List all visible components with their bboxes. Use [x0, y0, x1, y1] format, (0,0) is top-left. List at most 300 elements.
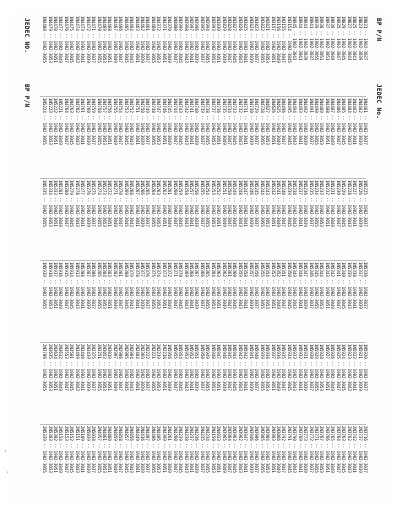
list-item: 2N4236 -- 1902-3039 [194, 426, 200, 473]
list-item: 2N3742 -- 1902-3041 [352, 426, 358, 473]
list-item: 1N4747 -- 1902-3053 [156, 98, 162, 145]
list-item: 2N4405 -- 1902-3053 [156, 426, 162, 473]
list-item: 1N5347 -- 1902-3039 [303, 262, 309, 309]
list-item: 1N5250 -- 1902-3047 [227, 180, 233, 227]
list-item: 1N5384 -- 1902-3053 [102, 262, 107, 309]
list-item: 1N3829 -- 1902-3049 [221, 16, 227, 63]
list-item: 1N4763 -- 1902-3045 [69, 98, 75, 145]
list-item: 2N3964 -- 1902-3047 [227, 426, 233, 473]
list-item: 1N3999 -- 1902-3045 [178, 16, 184, 63]
list-item: 1N4748 -- 1902-3055 [150, 98, 156, 145]
list-item: 1N3826 -- 1902-3043 [237, 16, 243, 63]
list-item: 1N5258 -- 1902-3043 [183, 180, 189, 227]
list-item: 1N5263 -- 1902-3053 [156, 180, 162, 227]
list-item: 1N5952 -- 1902-3041 [189, 344, 194, 391]
list-item: 1N3998 -- 1902-3043 [183, 16, 189, 63]
list-item: 1N5937 -- 1902-3051 [270, 344, 276, 391]
column-divider [40, 342, 366, 343]
list-item: 2N3946 -- 1902-3039 [248, 426, 254, 473]
list-item: 1N5936 -- 1902-3049 [276, 344, 281, 391]
list-item: 1N5953 -- 1902-3043 [183, 344, 189, 391]
list-item: 1N5950 -- 1902-3037 [199, 344, 205, 391]
list-item: 1N4736 -- 1902-3051 [216, 98, 222, 145]
list-item: 2N4234 -- 1902-3055 [205, 426, 211, 473]
list-item: 1N4740 -- 1902-3039 [194, 98, 200, 145]
list-item: 1N5943 -- 1902-3043 [237, 344, 243, 391]
list-item: 2N3501 -- 1902-3045 [69, 344, 75, 391]
list-item: 1N5358 -- 1902-3041 [243, 262, 249, 309]
list-item: 1N5931 -- 1902-3039 [303, 344, 309, 391]
list-item: 1N5353 -- 1902-3051 [270, 262, 276, 309]
list-item: 2N4857 -- 1902-3045 [123, 426, 129, 473]
list-item: 2N5153 -- 1902-3047 [63, 426, 69, 473]
list-item: 1N3994 -- 1902-3055 [205, 16, 211, 63]
list-item: 2N5339 -- 1902-3055 [42, 426, 48, 473]
list-item: 2N3251 -- 1902-3055 [96, 344, 102, 391]
list-item: 1N5227 -- 1902-3041 [352, 180, 358, 227]
list-item: 1N5232 -- 1902-3051 [324, 180, 330, 227]
list-item: 2N3767 -- 1902-3053 [319, 426, 325, 473]
list-item: 1N4463 -- 1902-3041 [134, 16, 140, 63]
list-item: 1N4756 -- 1902-3051 [107, 98, 113, 145]
list-item: 1N5253 -- 1902-3053 [210, 180, 216, 227]
list-item: 1N5237 -- 1902-3041 [297, 180, 303, 227]
list-item: 1N5271 -- 1902-3049 [112, 180, 118, 227]
list-item: 1N5370 -- 1902-3045 [178, 262, 184, 309]
list-item: 1N5343 -- 1902-3051 [324, 262, 330, 309]
list-item: 1N5376 -- 1902-3037 [145, 262, 151, 309]
list-item: 2N3773 -- 1902-3039 [303, 426, 309, 473]
list-item: 1N5228 -- 1902-3043 [346, 180, 352, 227]
list-item: 1N4468 -- 1902-3051 [107, 16, 113, 63]
list-item: 1N5378 -- 1902-3041 [134, 262, 140, 309]
list-item: 1N5918 -- 1902-3053 [47, 262, 53, 309]
list-item: 1N936 -- 1902-3049 [330, 16, 336, 61]
list-item: 2N2904 -- 1902-3043 [129, 344, 135, 391]
list-item: 1N4371 -- 1902-3051 [161, 16, 167, 63]
list-item: 1N4759 -- 1902-3037 [91, 98, 97, 145]
list-item: 1N4732 -- 1902-3043 [237, 98, 243, 145]
list-item: 1N4728 -- 1902-3055 [259, 98, 265, 145]
list-item: 2N3772 -- 1902-3037 [308, 426, 314, 473]
list-item: 1N5268 -- 1902-3043 [129, 180, 135, 227]
list-item: 1N4466 -- 1902-3047 [118, 16, 124, 63]
list-item: 1N5334 -- 1902-3053 [47, 180, 53, 227]
list-item: 2N5038 -- 1902-3037 [91, 426, 97, 473]
list-item: 1N4490 -- 1902-3055 [314, 98, 320, 145]
list-item: 2N3962 -- 1902-3043 [237, 426, 243, 473]
list-item: 2N4416 -- 1902-3039 [140, 426, 146, 473]
list-item: 1N5955 -- 1902-3047 [172, 344, 178, 391]
list-item: 1N4483 -- 1902-3041 [352, 98, 358, 145]
list-item: 1N5281 -- 1902-3049 [58, 180, 64, 227]
list-item: 1N5354 -- 1902-3053 [265, 262, 271, 309]
part-column-4 [38, 262, 368, 324]
list-item: 2N5039 -- 1902-3039 [85, 426, 91, 473]
list-item: 1N4729 -- 1902-3037 [254, 98, 260, 145]
list-item: 2N3963 -- 1902-3045 [232, 426, 238, 473]
list-item: 1N5261 -- 1902-3049 [167, 180, 173, 227]
list-item: 2N4261 -- 1902-3049 [167, 426, 173, 473]
list-item: 2N3866 -- 1902-3049 [276, 426, 281, 473]
list-item: 1N4752 -- 1902-3043 [129, 98, 135, 145]
column-divider [40, 260, 366, 261]
list-item: 1N5255 -- 1902-3037 [199, 180, 205, 227]
list-item: 1N821 -- 1902-3037 [363, 16, 368, 61]
list-item: 1N4465 -- 1902-3045 [123, 16, 129, 63]
list-item: 1N5913 -- 1902-3043 [74, 262, 80, 309]
list-item: 1N3828 -- 1902-3047 [227, 16, 233, 63]
list-item: 1N3993 -- 1902-3053 [210, 16, 216, 63]
list-item: 1N5239 -- 1902-3045 [286, 180, 292, 227]
list-item: 1N5267 -- 1902-3041 [134, 180, 140, 227]
list-item: 1N5357 -- 1902-3039 [248, 262, 254, 309]
list-item: 1N5336 -- 1902-3037 [363, 262, 368, 309]
list-item: 1N5363 -- 1902-3051 [216, 262, 222, 309]
list-item: 2N4033 -- 1902-3051 [216, 426, 222, 473]
list-item: 2N3716 -- 1902-3037 [363, 426, 368, 473]
list-item: 1N5221 -- 1902-3049 [58, 98, 64, 145]
list-item: 1N5387 -- 1902-3039 [85, 262, 91, 309]
list-item: 1N5275 -- 1902-3037 [91, 180, 97, 227]
list-item: 1N5270 -- 1902-3047 [118, 180, 124, 227]
list-item: 1N4485 -- 1902-3045 [341, 98, 347, 145]
list-item: 1N5272 -- 1902-3051 [107, 180, 113, 227]
list-item: 1N5241 -- 1902-3049 [276, 180, 281, 227]
list-item: 1N5951 -- 1902-3039 [194, 344, 200, 391]
list-item: 2N5303 -- 1902-3053 [47, 426, 53, 473]
list-item: 1N3823 -- 1902-3037 [254, 16, 260, 63]
list-item: 1N5944 -- 1902-3045 [232, 344, 238, 391]
list-item: 1N3156 -- 1902-3049 [276, 16, 281, 63]
list-item: 1N5915 -- 1902-3047 [63, 262, 69, 309]
list-item: 1N5345 -- 1902-3055 [314, 262, 320, 309]
list-item: 1N5351 -- 1902-3047 [281, 262, 287, 309]
list-item: 2N3904 -- 1902-3053 [265, 426, 271, 473]
list-item: 2N2218 -- 1902-3051 [161, 344, 167, 391]
list-item: 1N5223 -- 1902-3053 [47, 98, 53, 145]
list-item: 1N4467 -- 1902-3049 [112, 16, 118, 63]
list-item: 1N4753 -- 1902-3045 [123, 98, 129, 145]
list-item: 1N5252 -- 1902-3051 [216, 180, 222, 227]
list-item: 1N3821 -- 1902-3053 [265, 16, 271, 63]
scanned-sheet [14, 14, 386, 504]
list-item: 1N5341 -- 1902-3047 [335, 262, 341, 309]
list-item: 2N4238 -- 1902-3043 [183, 426, 189, 473]
list-item: 1N5236 -- 1902-3039 [303, 180, 309, 227]
list-item: 1N5359 -- 1902-3043 [237, 262, 243, 309]
list-item: 1N5921 -- 1902-3039 [357, 344, 363, 391]
list-item: 1N4743 -- 1902-3045 [178, 98, 184, 145]
list-item: 1N5278 -- 1902-3043 [74, 180, 80, 227]
list-item: 1N5379 -- 1902-3043 [129, 262, 135, 309]
list-item: 1N5355 -- 1902-3055 [259, 262, 265, 309]
list-item: 1N4481 -- 1902-3037 [363, 98, 368, 145]
list-item: 1N5346 -- 1902-3037 [308, 262, 314, 309]
list-item: 1N5927 -- 1902-3051 [324, 344, 330, 391]
list-item: 1N4737 -- 1902-3053 [210, 98, 216, 145]
list-item: 2N3634 -- 1902-3051 [53, 344, 59, 391]
list-item: 2N5109 -- 1902-3041 [80, 426, 86, 473]
list-item: 1N5386 -- 1902-3037 [91, 262, 97, 309]
list-item: 1N5246 -- 1902-3039 [248, 180, 254, 227]
list-item: 1N4475 -- 1902-3045 [69, 16, 75, 63]
list-item: 1N4489 -- 1902-3053 [319, 98, 325, 145]
list-item: 1N937 -- 1902-3051 [324, 16, 330, 61]
list-item: 1N4731 -- 1902-3041 [243, 98, 249, 145]
list-item: 1N4372 -- 1902-3053 [156, 16, 162, 63]
list-item: 1N4738 -- 1902-3055 [205, 98, 211, 145]
list-item: 2N3905 -- 1902-3055 [259, 426, 265, 473]
list-item: 1N5260 -- 1902-3047 [172, 180, 178, 227]
column-divider [40, 178, 366, 179]
list-item: 1N5277 -- 1902-3041 [80, 180, 86, 227]
list-item: 1N5229 -- 1902-3045 [341, 180, 347, 227]
list-item: 2N4861 -- 1902-3053 [102, 426, 107, 473]
list-item: 1N5259 -- 1902-3045 [178, 180, 184, 227]
list-item: 1N5233 -- 1902-3053 [319, 180, 325, 227]
list-item: 2N3965 -- 1902-3049 [221, 426, 227, 473]
list-item: 1N5244 -- 1902-3055 [259, 180, 265, 227]
list-item: 1N4477 -- 1902-3049 [58, 16, 64, 63]
list-item: 1N4626 -- 1902-3051 [270, 98, 276, 145]
header-jedec-no-bottom: JEDEC NO. [23, 18, 30, 54]
list-item: 2N3789 -- 1902-3041 [297, 426, 303, 473]
list-item: 1N5923 -- 1902-3043 [346, 344, 352, 391]
list-item: 2N3053 -- 1902-3053 [102, 344, 107, 391]
column-divider [40, 424, 366, 425]
list-item: 1N5231 -- 1902-3049 [330, 180, 336, 227]
list-item: 1N935 -- 1902-3047 [335, 16, 341, 61]
list-item: 1N5925 -- 1902-3047 [335, 344, 341, 391]
list-item: 2N5151 -- 1902-3043 [74, 426, 80, 473]
list-item: 1N5262 -- 1902-3051 [161, 180, 167, 227]
list-item: 1N5230 -- 1902-3047 [335, 180, 341, 227]
list-item: 1N3830 -- 1902-3051 [216, 16, 222, 63]
list-item: 1N5381 -- 1902-3047 [118, 262, 124, 309]
list-item: 1N5238 -- 1902-3043 [292, 180, 298, 227]
list-item: 2N4399 -- 1902-3051 [161, 426, 167, 473]
list-item: 1N5344 -- 1902-3053 [319, 262, 325, 309]
list-item: 1N4476 -- 1902-3047 [63, 16, 69, 63]
list-item: 2N4859 -- 1902-3049 [112, 426, 118, 473]
list-item: 1N944 -- 1902-3041 [297, 16, 303, 61]
list-item: 1N4478 -- 1902-3051 [53, 16, 59, 63]
list-item: 1N5929 -- 1902-3055 [314, 344, 320, 391]
part-column-2 [38, 98, 368, 160]
list-item: 1N3995 -- 1902-3037 [199, 16, 205, 63]
list-item: 1N5352 -- 1902-3049 [276, 262, 281, 309]
list-item: 2N4858 -- 1902-3047 [118, 426, 124, 473]
list-item: 1N5926 -- 1902-3049 [330, 344, 336, 391]
list-item: 1N3822 -- 1902-3055 [259, 16, 265, 63]
list-item: 2N3439 -- 1902-3039 [85, 344, 91, 391]
list-item: 1N941 -- 1902-3037 [308, 16, 314, 61]
list-item: 2N4406 -- 1902-3055 [150, 426, 156, 473]
part-column-1 [38, 16, 368, 78]
list-item: 2N2907 -- 1902-3049 [112, 344, 118, 391]
list-item: 1N4484 -- 1902-3043 [346, 98, 352, 145]
list-item: 1N5371 -- 1902-3047 [172, 262, 178, 309]
list-item: 1N5377 -- 1902-3039 [140, 262, 146, 309]
list-item: 1N4750 -- 1902-3039 [140, 98, 146, 145]
list-item: 1N5264 -- 1902-3055 [150, 180, 156, 227]
list-item: 1N4480 -- 1902-3055 [42, 16, 48, 63]
list-item: 1N5941 -- 1902-3039 [248, 344, 254, 391]
list-item: 1N938 -- 1902-3053 [319, 16, 325, 61]
list-item: 2N3792 -- 1902-3047 [281, 426, 287, 473]
list-item: 1N5348 -- 1902-3041 [297, 262, 303, 309]
list-item: 1N4492 -- 1902-3039 [303, 98, 309, 145]
list-item: 2N2905 -- 1902-3045 [123, 344, 129, 391]
list-item: 1N5948 -- 1902-3053 [210, 344, 216, 391]
list-item: 1N5366 -- 1902-3037 [199, 262, 205, 309]
list-item: 1N5916 -- 1902-3049 [58, 262, 64, 309]
list-item: 1N5242 -- 1902-3051 [270, 180, 276, 227]
list-item: 1N5938 -- 1902-3053 [265, 344, 271, 391]
list-item: 1N5265 -- 1902-3037 [145, 180, 151, 227]
list-item: 1N5924 -- 1902-3045 [341, 344, 347, 391]
list-item: 1N5361 -- 1902-3047 [227, 262, 233, 309]
list-item: 1N4472 -- 1902-3039 [85, 16, 91, 63]
list-item: 2N5154 -- 1902-3049 [58, 426, 64, 473]
list-item: 2N3766 -- 1902-3051 [324, 426, 330, 473]
list-item: 1N5946 -- 1902-3049 [221, 344, 227, 391]
list-item: 1N5335 -- 1902-3055 [42, 180, 48, 227]
list-item: 1N5939 -- 1902-3055 [259, 344, 265, 391]
list-item: 1N5917 -- 1902-3051 [53, 262, 59, 309]
list-item: 1N4761 -- 1902-3041 [80, 98, 86, 145]
list-item: 2N3906 -- 1902-3037 [254, 426, 260, 473]
list-item: 1N5956 -- 1902-3049 [167, 344, 173, 391]
list-item: 1N4758 -- 1902-3055 [96, 98, 102, 145]
list-item: 1N5367 -- 1902-3039 [194, 262, 200, 309]
list-item: 1N5276 -- 1902-3039 [85, 180, 91, 227]
list-item: 1N5380 -- 1902-3045 [123, 262, 129, 309]
list-item: 1N5935 -- 1902-3047 [281, 344, 287, 391]
list-item: 1N4474 -- 1902-3043 [74, 16, 80, 63]
list-item: 1N4488 -- 1902-3051 [324, 98, 330, 145]
part-column-5 [38, 344, 368, 406]
list-item: 1N5342 -- 1902-3049 [330, 262, 336, 309]
list-item: 2N3903 -- 1902-3051 [270, 426, 276, 473]
list-item: 2N4150 -- 1902-3053 [210, 426, 216, 473]
list-item: 1N3997 -- 1902-3041 [189, 16, 194, 63]
list-item: 1N4754 -- 1902-3047 [118, 98, 124, 145]
list-item: 2N2222 -- 1902-3037 [145, 344, 151, 391]
list-item: 1N5280 -- 1902-3047 [63, 180, 69, 227]
list-item: 1N4746 -- 1902-3051 [161, 98, 167, 145]
list-item: 2N3375 -- 1902-3037 [91, 344, 97, 391]
list-item: 1N823 -- 1902-3039 [357, 16, 363, 61]
list-item: 1N5919 -- 1902-3055 [42, 262, 48, 309]
list-item: 1N5930 -- 1902-3037 [308, 344, 314, 391]
list-item: 1N4745 -- 1902-3049 [167, 98, 173, 145]
list-item: 1N5373 -- 1902-3051 [161, 262, 167, 309]
list-item: 1N5226 -- 1902-3039 [357, 180, 363, 227]
list-item: 2N3440 -- 1902-3041 [80, 344, 86, 391]
list-item: 1N4627 -- 1902-3053 [265, 98, 271, 145]
list-item: 2N4860 -- 1902-3051 [107, 426, 113, 473]
list-item: 1N5234 -- 1902-3055 [314, 180, 320, 227]
list-item: 1N4494 -- 1902-3043 [292, 98, 298, 145]
page-mark: ' [4, 450, 8, 456]
list-item: 1N5945 -- 1902-3047 [227, 344, 233, 391]
list-item: 1N4000 -- 1902-3047 [172, 16, 178, 63]
list-item: 1N3154 -- 1902-3045 [286, 16, 292, 63]
list-item: 1N5372 -- 1902-3049 [167, 262, 173, 309]
list-item: 1N5362 -- 1902-3049 [221, 262, 227, 309]
list-item: 2N4449 -- 1902-3041 [134, 426, 140, 473]
list-item: 1N4735 -- 1902-3049 [221, 98, 227, 145]
list-item: 1N5382 -- 1902-3049 [112, 262, 118, 309]
list-item: 2N2369 -- 1902-3039 [140, 344, 146, 391]
list-item: 1N4491 -- 1902-3037 [308, 98, 314, 145]
list-item: 1N4469 -- 1902-3053 [102, 16, 107, 63]
list-item: 1N4370 -- 1902-3049 [167, 16, 173, 63]
list-item: 1N5339 -- 1902-3043 [346, 262, 352, 309]
list-item: 1N5374 -- 1902-3053 [156, 262, 162, 309]
list-item: 2N3790 -- 1902-3043 [292, 426, 298, 473]
list-item: 1N5338 -- 1902-3041 [352, 262, 358, 309]
list-item: 1N4733 -- 1902-3045 [232, 98, 238, 145]
list-item: 2N3499 -- 1902-3043 [74, 344, 80, 391]
list-item: 2N5152 -- 1902-3045 [69, 426, 75, 473]
header-bp-pn: BP P/N [375, 18, 382, 42]
list-item: 1N943 -- 1902-3039 [303, 16, 309, 61]
list-item: 1N4742 -- 1902-3043 [183, 98, 189, 145]
list-item: 2N3947 -- 1902-3041 [243, 426, 249, 473]
list-item: 2N4957 -- 1902-3055 [96, 426, 102, 473]
part-column-6 [38, 426, 368, 488]
list-item: 1N5243 -- 1902-3053 [265, 180, 271, 227]
list-item: 1N4730 -- 1902-3039 [248, 98, 254, 145]
list-item: 1N3824 -- 1902-3039 [248, 16, 254, 63]
list-item: 1N5350 -- 1902-3045 [286, 262, 292, 309]
list-item: 2N4237 -- 1902-3041 [189, 426, 194, 473]
list-item: 1N4487 -- 1902-3049 [330, 98, 336, 145]
list-item: 2N3700 -- 1902-3055 [42, 344, 48, 391]
list-item: 1N5932 -- 1902-3041 [297, 344, 303, 391]
list-item: 1N5247 -- 1902-3041 [243, 180, 249, 227]
list-item: 1N5928 -- 1902-3053 [319, 344, 325, 391]
list-item: 1N5914 -- 1902-3045 [69, 262, 75, 309]
rotated-listing [14, 14, 386, 504]
list-item: 1N3827 -- 1902-3045 [232, 16, 238, 63]
list-item: 1N827 -- 1902-3043 [346, 16, 352, 61]
list-item: 1N4760 -- 1902-3039 [85, 98, 91, 145]
list-item: 1N4486 -- 1902-3047 [335, 98, 341, 145]
list-item: 2N3771 -- 1902-3055 [314, 426, 320, 473]
list-item: 1N4479 -- 1902-3053 [47, 16, 53, 63]
list-item: 2N2906 -- 1902-3047 [118, 344, 124, 391]
list-item: 1N5940 -- 1902-3037 [254, 344, 260, 391]
list-item: 1N5375 -- 1902-3055 [150, 262, 156, 309]
list-item: 2N4239 -- 1902-3045 [178, 426, 184, 473]
list-item: 1N825 -- 1902-3041 [352, 16, 358, 61]
list-item: 1N939 -- 1902-3055 [314, 16, 320, 61]
list-item: 2N3763 -- 1902-3045 [341, 426, 347, 473]
list-item: 1N4734 -- 1902-3047 [227, 98, 233, 145]
list-item: 1N5273 -- 1902-3053 [102, 180, 107, 227]
list-item: 1N5360 -- 1902-3045 [232, 262, 238, 309]
list-item: 1N4460 -- 1902-3055 [150, 16, 156, 63]
list-item: 1N4762 -- 1902-3043 [74, 98, 80, 145]
list-item: 1N5369 -- 1902-3043 [183, 262, 189, 309]
list-item: 2N4235 -- 1902-3037 [199, 426, 205, 473]
list-item: 1N5922 -- 1902-3041 [352, 344, 358, 391]
list-item: 2N3632 -- 1902-3049 [58, 344, 64, 391]
